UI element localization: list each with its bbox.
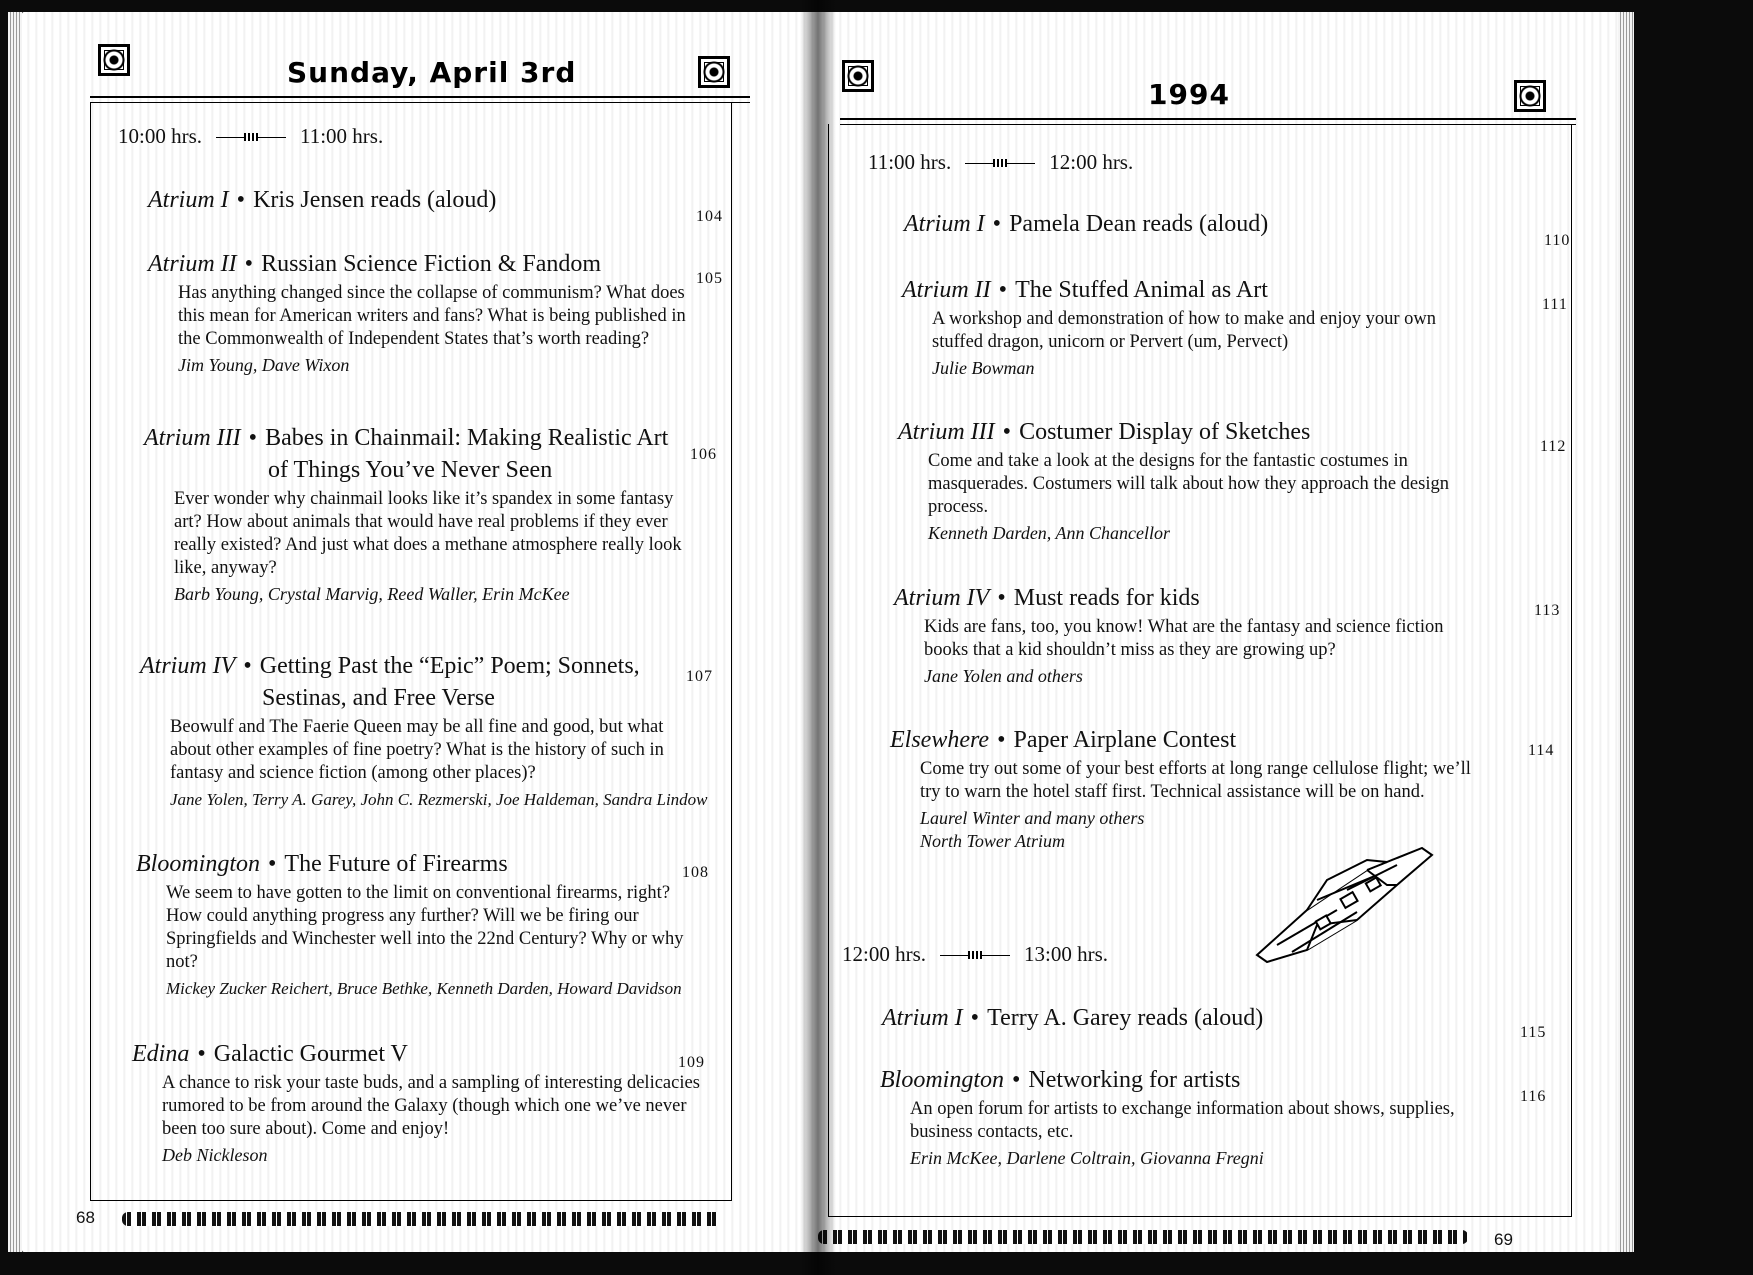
- session-room: Atrium I: [882, 1005, 963, 1031]
- session-participants: Barb Young, Crystal Marvig, Reed Waller, Erin McKee: [174, 584, 570, 604]
- bullet-separator: •: [244, 251, 254, 277]
- session-room: Edina: [132, 1041, 190, 1067]
- session-room: Atrium III: [898, 419, 995, 445]
- session-item: [148, 184, 748, 216]
- page-header-year: 1994: [1148, 78, 1230, 111]
- session-description: A chance to risk your taste buds, and a sampling of interesting delicacies rumored to be from around the Galaxy (though which one we’ve never been too sure about). Come and enjoy!: [162, 1073, 700, 1139]
- session-location: North Tower Atrium: [920, 831, 1066, 851]
- bullet-separator: •: [197, 1041, 206, 1067]
- corner-ornament-icon: [698, 56, 730, 88]
- session-number: 114: [1528, 742, 1555, 759]
- session-number: 105: [696, 270, 723, 287]
- session-room: Atrium I: [904, 211, 985, 237]
- right-page: [818, 12, 1618, 1252]
- session-number: 108: [682, 864, 709, 881]
- session-room: Elsewhere: [890, 727, 990, 753]
- bullet-separator: •: [248, 425, 258, 451]
- session-description: Beowulf and The Faerie Queen may be all fine and good, but what about other examples of fine poetry? What is the history of such in fantasy and science fiction (among other places)?: [170, 717, 664, 783]
- session-title: Costumer Display of Sketches: [1019, 419, 1311, 445]
- session-room: Atrium I: [148, 187, 229, 213]
- session-number: 109: [678, 1054, 705, 1071]
- bullet-separator: •: [1012, 1067, 1021, 1093]
- spaceship-illustration: [1247, 840, 1437, 970]
- session-participants: Deb Nickleson: [162, 1145, 268, 1165]
- session-title: Galactic Gourmet V: [213, 1041, 408, 1067]
- left-page-edge: [8, 12, 22, 1252]
- session-participants: Kenneth Darden, Ann Chancellor: [928, 523, 1170, 543]
- session-description: An open forum for artists to exchange information about shows, supplies, business contacts, etc.: [910, 1099, 1455, 1142]
- session-participants: Jim Young, Dave Wixon: [178, 355, 350, 375]
- session-room: Atrium III: [144, 425, 241, 451]
- time-end: 11:00 hrs.: [300, 124, 384, 148]
- session-description: Has anything changed since the collapse of communism? What does this mean for American writers and fans? What is being published in the Commonwealth of Independent States that’s worth reading?: [178, 283, 686, 349]
- session-description: A workshop and demonstration of how to make and enjoy your own stuffed dragon, unicorn or Pervert (um, Pervect): [932, 309, 1437, 352]
- time-end: 13:00 hrs.: [1024, 942, 1108, 966]
- session-title: Babes in Chainmail: Making Realistic Art: [265, 425, 669, 451]
- session-number: 112: [1540, 438, 1567, 455]
- session-item: [880, 1064, 1480, 1170]
- session-title: Paper Airplane Contest: [1013, 727, 1237, 753]
- bullet-separator: •: [1002, 419, 1012, 445]
- session-number: 107: [686, 668, 713, 685]
- session-number: 111: [1542, 296, 1568, 313]
- session-item: [140, 650, 740, 811]
- arrow-icon: [965, 158, 1035, 168]
- corner-ornament-icon: [98, 44, 130, 76]
- page-number: 69: [1494, 1230, 1513, 1249]
- session-participants: Julie Bowman: [932, 358, 1035, 378]
- session-item: [902, 274, 1502, 380]
- session-title: Terry A. Garey reads (aloud): [987, 1005, 1264, 1031]
- time-start: 10:00 hrs.: [118, 124, 202, 148]
- arrow-icon: [940, 950, 1010, 960]
- header-rule: [840, 118, 1576, 120]
- session-room: Bloomington: [880, 1067, 1004, 1093]
- session-participants: Jane Yolen, Terry A. Garey, John C. Rezmerski, Joe Haldeman, Sandra Lindow: [170, 790, 708, 809]
- arrow-icon: [216, 132, 286, 142]
- footer-ornament-border: [122, 1212, 722, 1226]
- session-participants: Jane Yolen and others: [924, 666, 1083, 686]
- time-slot-header: [868, 150, 1133, 175]
- bullet-separator: •: [992, 211, 1002, 237]
- session-participants: Laurel Winter and many others: [920, 808, 1145, 828]
- session-item: [136, 848, 736, 1000]
- session-item: [898, 416, 1498, 545]
- time-start: 11:00 hrs.: [868, 150, 952, 174]
- session-description: Kids are fans, too, you know! What are the fantasy and science fiction books that a kid shouldn’t miss as they are growing up?: [924, 617, 1444, 660]
- session-item: [144, 422, 744, 606]
- session-description: We seem to have gotten to the limit on conventional firearms, right? How could anything progress any further? Will we be firing our Springfields and Winchester well into the 22nd Century? Why or why not?: [166, 883, 684, 972]
- left-page: [22, 12, 822, 1252]
- session-description: Ever wonder why chainmail looks like it’s spandex in some fantasy art? How about animals that would have real problems if they ever really existed? And just what does a methane atmosphere really look like, anyway?: [174, 489, 682, 578]
- page-number: 68: [76, 1208, 95, 1227]
- session-title-continued: of Things You’ve Never Seen: [268, 457, 553, 483]
- session-description: Come try out some of your best efforts at long range cellulose flight; we’ll try to warn the hotel staff first. Technical assistance will be on hand.: [920, 759, 1471, 802]
- bullet-separator: •: [970, 1005, 980, 1031]
- bullet-separator: •: [236, 187, 246, 213]
- session-item: [890, 724, 1490, 853]
- session-title: The Stuffed Animal as Art: [1015, 277, 1268, 303]
- session-title: Pamela Dean reads (aloud): [1009, 211, 1269, 237]
- session-room: Bloomington: [136, 851, 260, 877]
- session-number: 115: [1520, 1024, 1547, 1041]
- time-end: 12:00 hrs.: [1049, 150, 1134, 174]
- time-start: 12:00 hrs.: [842, 942, 926, 966]
- session-number: 110: [1544, 232, 1571, 249]
- session-number: 104: [696, 208, 723, 225]
- session-room: Atrium IV: [894, 585, 990, 611]
- session-item: [882, 1002, 1482, 1034]
- session-title: Getting Past the “Epic” Poem; Sonnets,: [259, 653, 640, 679]
- bullet-separator: •: [997, 727, 1006, 753]
- header-rule: [90, 96, 750, 98]
- session-title-continued: Sestinas, and Free Verse: [262, 685, 495, 711]
- session-room: Atrium II: [148, 251, 237, 277]
- session-number: 106: [690, 446, 717, 463]
- session-number: 113: [1534, 602, 1561, 619]
- book-gutter: [800, 0, 836, 1275]
- session-number: 116: [1520, 1088, 1547, 1105]
- session-item: [148, 248, 748, 377]
- time-slot-header: [842, 942, 1108, 967]
- session-title: The Future of Firearms: [284, 851, 508, 877]
- session-room: Atrium II: [902, 277, 991, 303]
- session-participants: Erin McKee, Darlene Coltrain, Giovanna Fregni: [910, 1148, 1264, 1168]
- time-slot-header: [118, 124, 383, 149]
- session-title: Must reads for kids: [1013, 585, 1200, 611]
- session-title: Kris Jensen reads (aloud): [253, 187, 497, 213]
- session-description: Come and take a look at the designs for the fantastic costumes in masquerades. Costumers will talk about how they approach the design process.: [928, 451, 1449, 517]
- session-item: [132, 1038, 732, 1167]
- bullet-separator: •: [268, 851, 277, 877]
- corner-ornament-icon: [842, 60, 874, 92]
- corner-ornament-icon: [1514, 80, 1546, 112]
- page-header-date: Sunday, April 3rd: [287, 56, 577, 89]
- session-title: Russian Science Fiction & Fandom: [261, 251, 602, 277]
- bullet-separator: •: [997, 585, 1006, 611]
- session-item: [904, 208, 1504, 240]
- bullet-separator: •: [998, 277, 1008, 303]
- footer-ornament-border: [818, 1230, 1468, 1244]
- session-item: [894, 582, 1494, 688]
- session-title: Networking for artists: [1028, 1067, 1241, 1093]
- session-participants: Mickey Zucker Reichert, Bruce Bethke, Kenneth Darden, Howard Davidson: [166, 979, 682, 998]
- bullet-separator: •: [243, 653, 252, 679]
- session-room: Atrium IV: [140, 653, 236, 679]
